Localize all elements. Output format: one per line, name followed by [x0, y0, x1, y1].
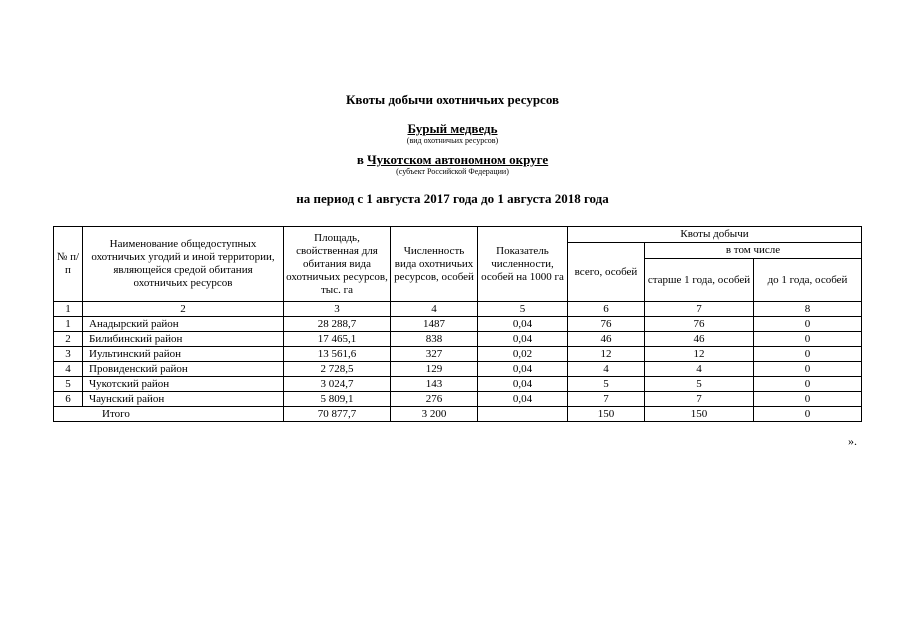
cell-num: 6 — [54, 392, 83, 407]
quota-table — [53, 226, 862, 422]
table-row — [54, 392, 862, 407]
cell-total: 76 — [568, 317, 645, 332]
header-younger: до 1 года, особей — [754, 259, 862, 302]
cell-density: 0,04 — [478, 317, 568, 332]
column-number-row — [54, 302, 862, 317]
cell-name: Чукотский район — [83, 377, 284, 392]
region-note: (субъект Российской Федерации) — [396, 167, 509, 176]
header-older: старше 1 года, особей — [645, 259, 754, 302]
closing-quote-mark: ». — [848, 434, 857, 448]
header-name: Наименование общедоступных охотничьих угодий и иной территории, являющейся средой обитания охотничьих ресурсов — [83, 227, 284, 302]
page-title: Квоты добычи охотничьих ресурсов — [345, 92, 560, 107]
cell-total: 4 — [568, 362, 645, 377]
column-number: 3 — [284, 302, 391, 317]
header-density: Показатель численности, особей на 1000 га — [478, 227, 568, 302]
cell-population: 327 — [391, 347, 478, 362]
header-num: № п/п — [54, 227, 83, 302]
cell-population: 276 — [391, 392, 478, 407]
total-population: 3 200 — [391, 407, 478, 422]
period-line: на период с 1 августа 2017 года до 1 августа 2018 года — [296, 191, 609, 206]
document-header — [0, 92, 905, 207]
total-younger: 0 — [754, 407, 862, 422]
column-number: 7 — [645, 302, 754, 317]
cell-num: 1 — [54, 317, 83, 332]
header-population: Численность вида охотничьих ресурсов, особей — [391, 227, 478, 302]
cell-younger: 0 — [754, 392, 862, 407]
region-name: Чукотском автономном округе — [367, 152, 549, 167]
cell-name: Анадырский район — [83, 317, 284, 332]
column-number: 6 — [568, 302, 645, 317]
cell-total: 46 — [568, 332, 645, 347]
cell-name: Иультинский район — [83, 347, 284, 362]
cell-older: 5 — [645, 377, 754, 392]
total-quota: 150 — [568, 407, 645, 422]
cell-area: 17 465,1 — [284, 332, 391, 347]
cell-num: 5 — [54, 377, 83, 392]
cell-population: 1487 — [391, 317, 478, 332]
region-line — [0, 152, 905, 167]
column-number: 8 — [754, 302, 862, 317]
cell-younger: 0 — [754, 362, 862, 377]
cell-younger: 0 — [754, 332, 862, 347]
header-including: в том числе — [645, 243, 862, 259]
table-row — [54, 362, 862, 377]
cell-area: 5 809,1 — [284, 392, 391, 407]
cell-older: 7 — [645, 392, 754, 407]
header-area: Площадь, свойственная для обитания вида охотничьих ресурсов, тыс. га — [284, 227, 391, 302]
cell-density: 0,02 — [478, 347, 568, 362]
column-number: 4 — [391, 302, 478, 317]
table-row — [54, 332, 862, 347]
total-older: 150 — [645, 407, 754, 422]
cell-population: 129 — [391, 362, 478, 377]
cell-area: 13 561,6 — [284, 347, 391, 362]
species-line — [0, 121, 905, 136]
cell-younger: 0 — [754, 317, 862, 332]
region-prefix: в — [356, 152, 368, 167]
species-name: Бурый медведь — [407, 121, 498, 136]
cell-name: Билибинский район — [83, 332, 284, 347]
total-row — [54, 407, 862, 422]
total-label: Итого — [54, 407, 284, 422]
cell-total: 5 — [568, 377, 645, 392]
cell-num: 2 — [54, 332, 83, 347]
cell-population: 143 — [391, 377, 478, 392]
cell-older: 76 — [645, 317, 754, 332]
cell-density: 0,04 — [478, 392, 568, 407]
cell-name: Чаунский район — [83, 392, 284, 407]
table-row — [54, 347, 862, 362]
total-area: 70 877,7 — [284, 407, 391, 422]
cell-older: 4 — [645, 362, 754, 377]
header-quota-total: всего, особей — [568, 243, 645, 302]
total-density — [478, 407, 568, 422]
cell-density: 0,04 — [478, 377, 568, 392]
cell-density: 0,04 — [478, 362, 568, 377]
cell-num: 4 — [54, 362, 83, 377]
cell-younger: 0 — [754, 377, 862, 392]
cell-name: Провиденский район — [83, 362, 284, 377]
cell-population: 838 — [391, 332, 478, 347]
cell-total: 12 — [568, 347, 645, 362]
cell-area: 2 728,5 — [284, 362, 391, 377]
species-note: (вид охотничьих ресурсов) — [406, 136, 499, 145]
column-number: 2 — [83, 302, 284, 317]
cell-total: 7 — [568, 392, 645, 407]
table-row — [54, 377, 862, 392]
cell-older: 46 — [645, 332, 754, 347]
cell-younger: 0 — [754, 347, 862, 362]
cell-num: 3 — [54, 347, 83, 362]
cell-older: 12 — [645, 347, 754, 362]
column-number: 1 — [54, 302, 83, 317]
cell-area: 28 288,7 — [284, 317, 391, 332]
cell-area: 3 024,7 — [284, 377, 391, 392]
table-row — [54, 317, 862, 332]
header-quota-group: Квоты добычи — [568, 227, 862, 243]
column-number: 5 — [478, 302, 568, 317]
cell-density: 0,04 — [478, 332, 568, 347]
